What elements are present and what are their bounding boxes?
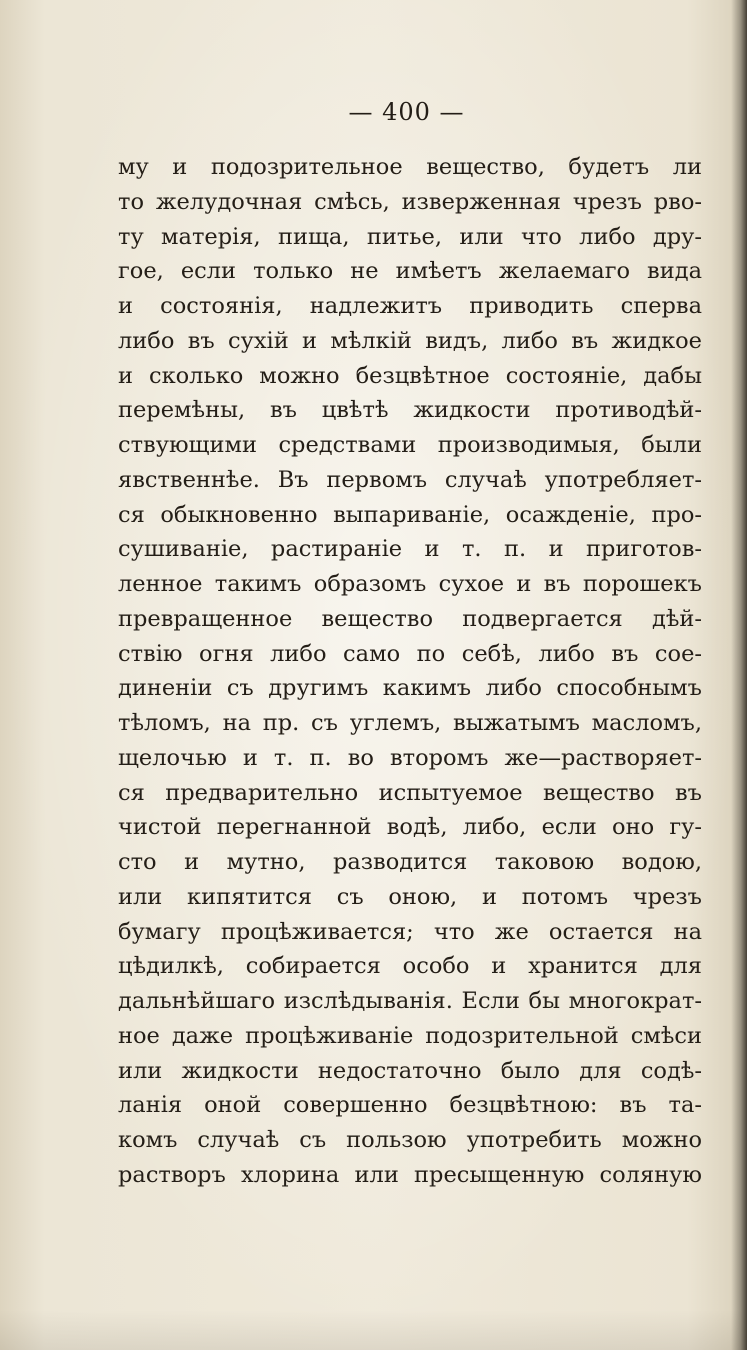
text-line: ленное такимъ образомъ сухое и въ порошекъ — [118, 571, 702, 597]
text-line: му и подозрительное вещество, будетъ ли — [118, 154, 702, 180]
text-line: гое, если только не имѣетъ желаемаго вида — [118, 258, 702, 285]
text-line: ствію огня либо само по себѣ, либо въ сое- — [118, 640, 702, 667]
text-line: цѣдилкѣ, собирается особо и хранится для — [118, 953, 702, 980]
text-line: диненіи съ другимъ какимъ либо способнымъ — [118, 675, 702, 702]
text-line: бумагу процѣживается; что же остается на — [118, 918, 702, 945]
text-line: щелочью и т. п. во второмъ же—растворяет- — [118, 744, 702, 771]
text-line: явственнѣе. Въ первомъ случаѣ употребляет- — [118, 466, 702, 493]
text-line: сто и мутно, разводится таковою водою, — [118, 849, 702, 875]
text-line: ся обыкновенно выпариваніе, осажденіе, про- — [118, 501, 702, 528]
text-line: ту матерія, пища, питье, или что либо дру- — [118, 223, 702, 250]
text-line: или кипятится съ оною, и потомъ чрезъ — [118, 883, 702, 910]
text-line: или жидкости недостаточно было для содѣ- — [118, 1057, 702, 1084]
text-line: и состоянія, надлежитъ приводить сперва — [118, 293, 702, 319]
text-line: превращенное вещество подвергается дѣй- — [118, 605, 702, 632]
text-line: тѣломъ, на пр. съ углемъ, выжатымъ масломъ, — [118, 710, 702, 736]
text-line: комъ случаѣ съ пользою употребить можно — [118, 1127, 702, 1153]
text-line: то желудочная смѣсь, изверженная чрезъ рво- — [118, 188, 702, 215]
text-line: ся предварительно испытуемое вещество въ — [118, 779, 702, 806]
page-number-text: — 400 — — [348, 98, 465, 126]
text-line: либо въ сухій и мѣлкій видъ, либо въ жидкое — [118, 327, 702, 354]
text-line: ное даже процѣживаніе подозрительной смѣси — [118, 1022, 702, 1049]
text-line: ствующими средствами производимыя, были — [118, 432, 702, 458]
text-line: и сколько можно безцвѣтное состояніе, дабы — [118, 362, 702, 389]
page-number — [0, 98, 747, 126]
text-line: дальнѣйшаго изслѣдыванія. Если бы многократ- — [118, 988, 702, 1014]
page-bottom-shading — [0, 1310, 747, 1350]
text-line: сушиваніе, растираніе и т. п. и приготов- — [118, 536, 702, 563]
text-line: растворъ хлорина или пресыщенную соляную — [118, 1161, 702, 1188]
page-edge-shadow — [731, 0, 747, 1350]
body-text — [118, 150, 702, 1193]
text-line: перемѣны, въ цвѣтѣ жидкости противодѣй- — [118, 397, 702, 424]
text-line: ланія оной совершенно безцвѣтною: въ та- — [118, 1092, 702, 1119]
text-line: чистой перегнанной водѣ, либо, если оно гу- — [118, 814, 702, 841]
